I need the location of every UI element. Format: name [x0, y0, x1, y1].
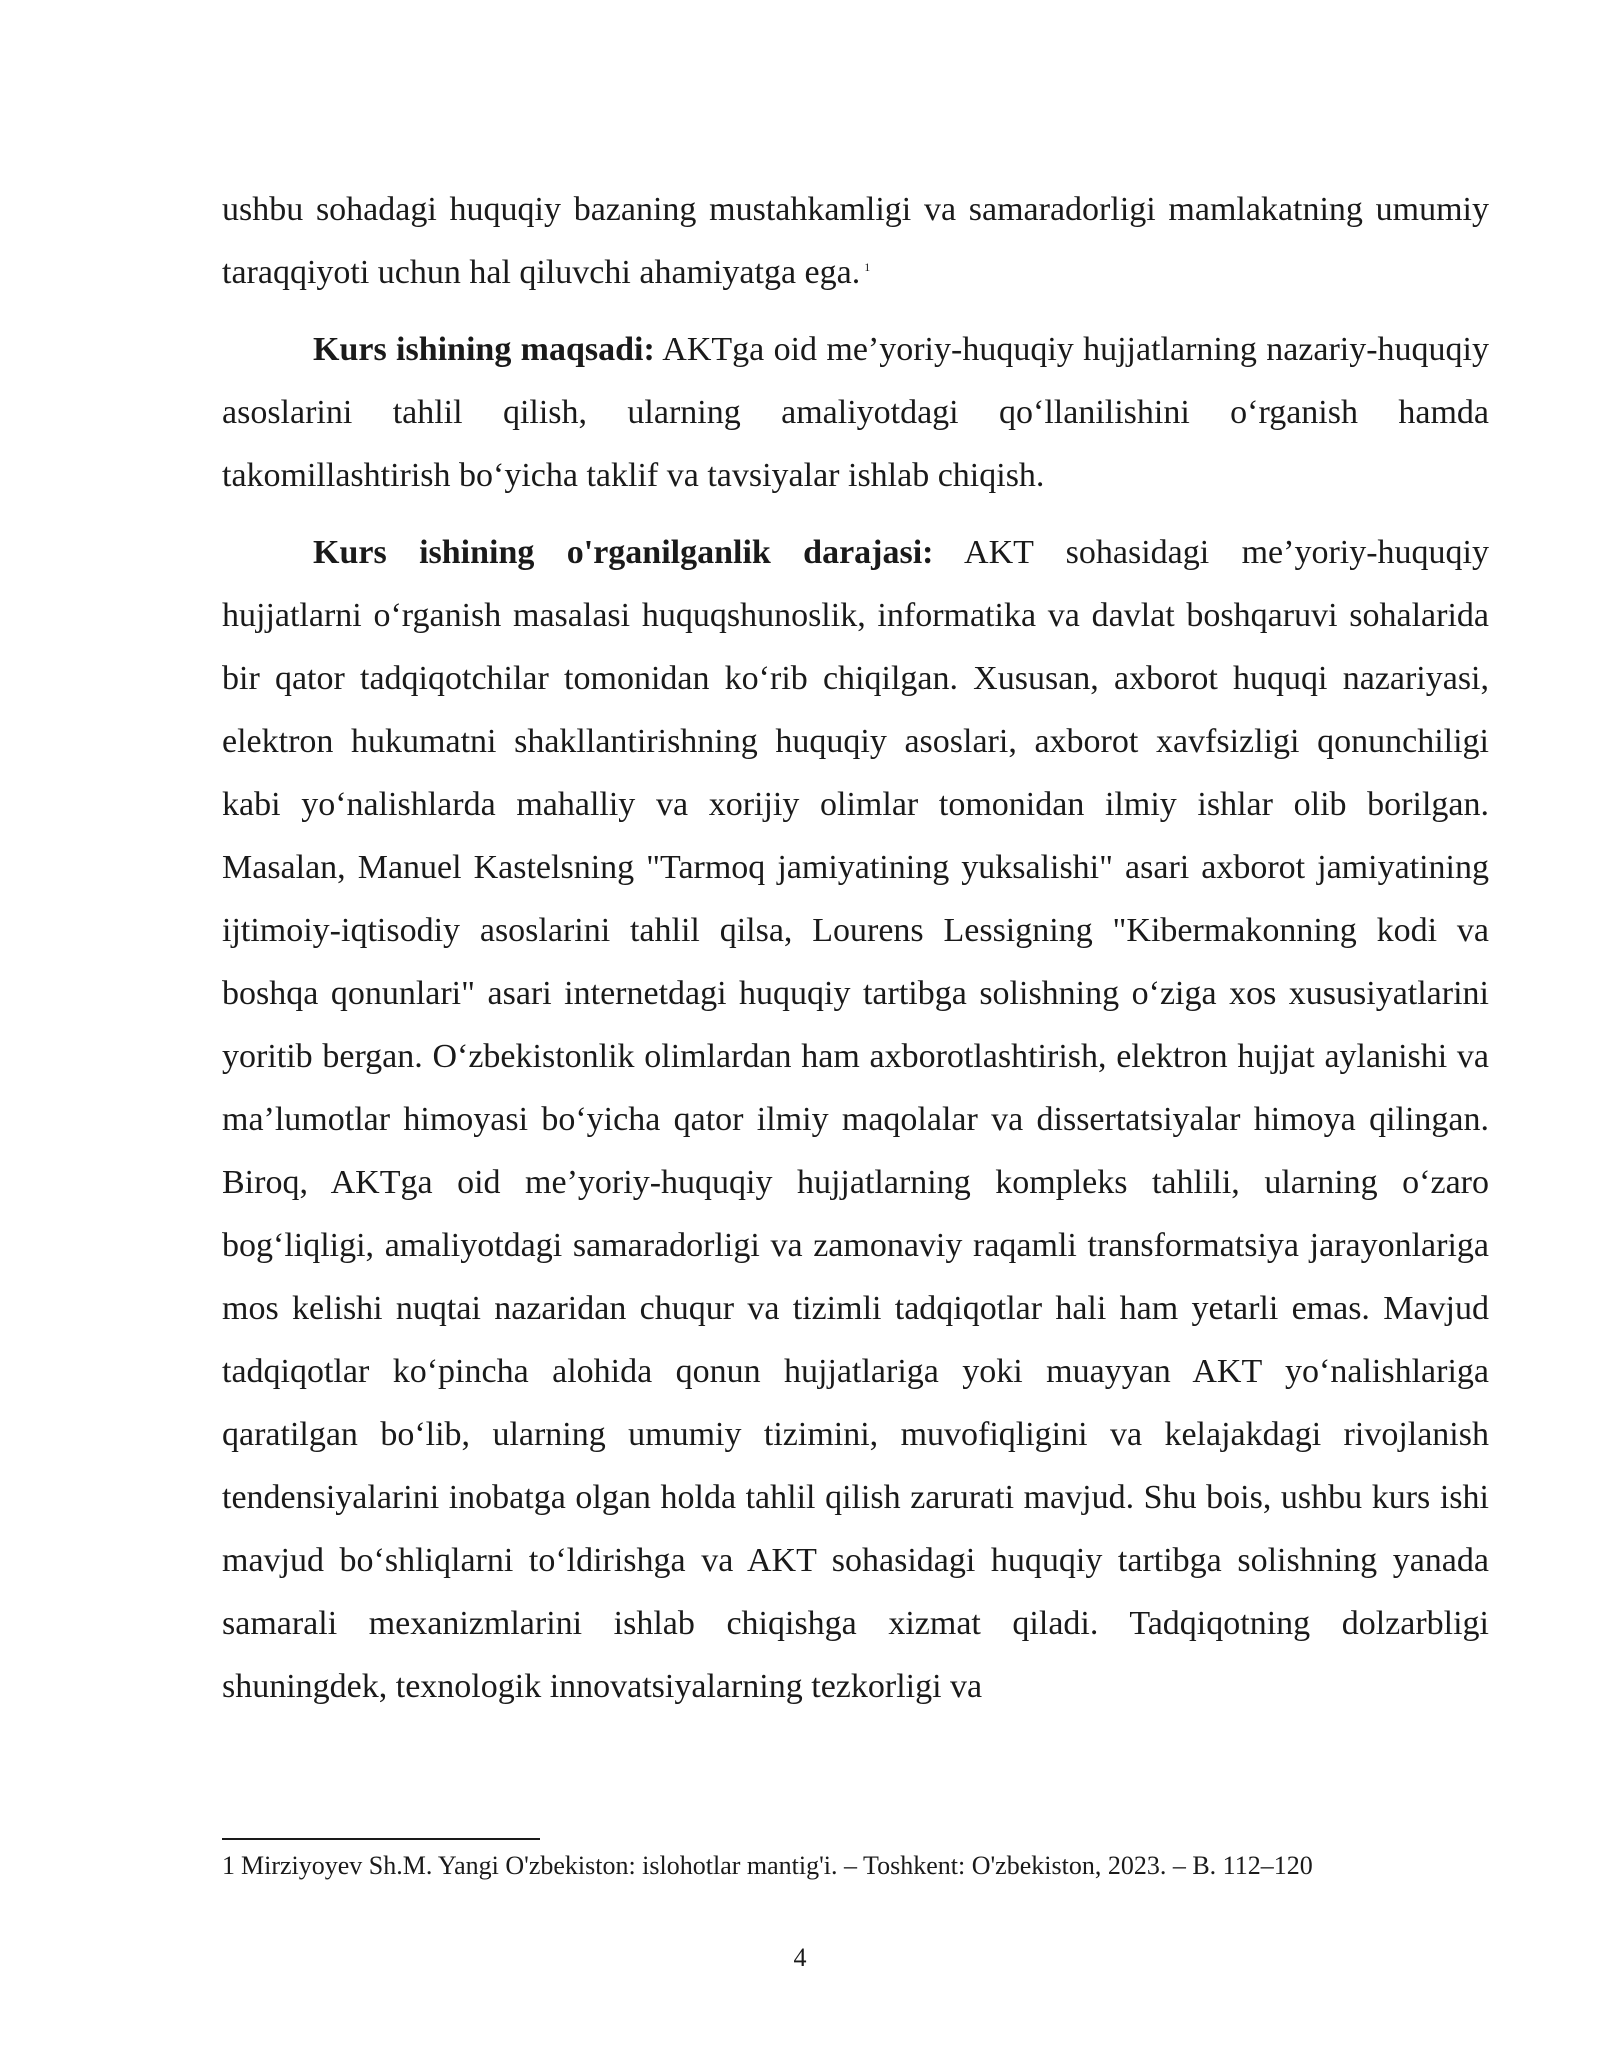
study-level-heading: Kurs ishining o'rganilganlik darajasi:	[313, 534, 934, 571]
footnote	[222, 1848, 1489, 1884]
footnote-text: Mirziyoyev Sh.M. Yangi O'zbekiston: islohotlar mantig'i. – Toshkent: O'zbekiston, 2023. – B. 112–120	[241, 1851, 1313, 1880]
page-number: 4	[793, 1943, 807, 1972]
paragraph-1	[222, 178, 1489, 304]
footnote-separator	[222, 1838, 540, 1840]
footnote-number: 1	[222, 1851, 235, 1880]
footnote-reference: 1	[864, 260, 871, 274]
paragraph-study-level	[222, 521, 1489, 1718]
paragraph-1-text: ushbu sohadagi huquqiy bazaning mustahkamligi va samaradorligi mamlakatning umumiy taraqqiyoti uchun hal qiluvchi ahamiyatga ega.	[222, 191, 1489, 291]
body-text	[222, 178, 1489, 1718]
study-level-text: AKT sohasidagi me’yoriy-huquqiy hujjatlarni o‘rganish masalasi huquqshunoslik, informatika va davlat boshqaruvi sohalarida bir qator tadqiqotchilar tomonidan ko‘rib chiqilgan. Xususan, axborot huquqi nazariyasi, elektron hukumatni shakllantirishning huquqiy asoslari, axborot xavfsizligi qonunchiligi kabi yo‘nalishlarda mahalliy va xorijiy olimlar tomonidan ilmiy ishlar olib borilgan. Masalan, Manuel Kastelsning "Tarmoq jamiyatining yuksalishi" asari axborot jamiyatining ijtimoiy-iqtisodiy asoslarini tahlil qilsa, Lourens Lessigning "Kibermakonning kodi va boshqa qonunlari" asari internetdagi huquqiy tartibga solishning o‘ziga xos xususiyatlarini yoritib bergan. O‘zbekistonlik olimlardan ham axborotlashtirish, elektron hujjat aylanishi va ma’lumotlar himoyasi bo‘yicha qator ilmiy maqolalar va dissertatsiyalar himoya qilingan. Biroq, AKTga oid me’yoriy-huquqiy hujjatlarning kompleks tahlili, ularning o‘zaro bog‘liqligi, amaliyotdagi samaradorligi va zamonaviy raqamli transformatsiya jarayonlariga mos kelishi nuqtai nazaridan chuqur va tizimli tadqiqotlar hali ham yetarli emas. Mavjud tadqiqotlar ko‘pincha alohida qonun hujjatlariga yoki muayyan AKT yo‘nalishlariga qaratilgan bo‘lib, ularning umumiy tizimini, muvofiqligini va kelajakdagi rivojlanish tendensiyalarini inobatga olgan holda tahlil qilish zarurati mavjud. Shu bois, ushbu kurs ishi mavjud bo‘shliqlarni to‘ldirishga va AKT sohasidagi huquqiy tartibga solishning yanada samarali mexanizmlarini ishlab chiqishga xizmat qiladi. Tadqiqotning dolzarbligi shuningdek, texnologik innovatsiyalarning tezkorligi va	[222, 534, 1489, 1705]
paragraph-goal	[222, 318, 1489, 507]
goal-text: AKTga oid me’yoriy-huquqiy hujjatlarning nazariy-huquqiy asoslarini tahlil qilish, ularning amaliyotdagi qo‘llanilishini o‘rganish hamda takomillashtirish bo‘yicha taklif va tavsiyalar ishlab chiqish.	[222, 331, 1489, 494]
goal-heading: Kurs ishining maqsadi:	[313, 331, 655, 368]
